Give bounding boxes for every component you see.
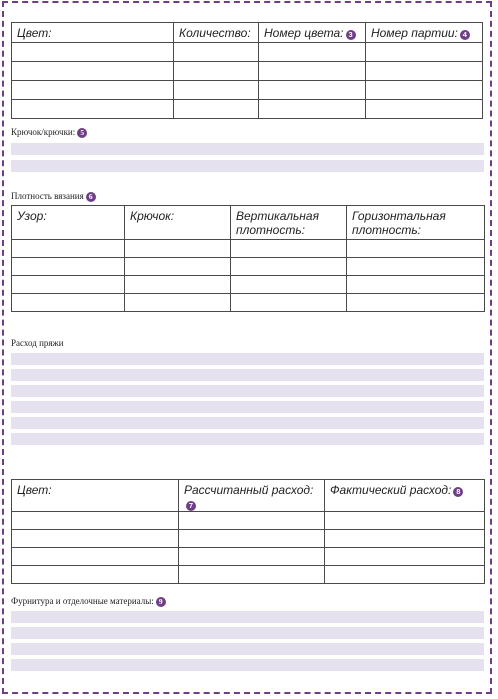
header-lot-number: Номер партии: 4 — [366, 23, 483, 43]
table-cell[interactable] — [12, 43, 174, 62]
gauge-table-header — [12, 206, 485, 240]
table-cell[interactable] — [12, 276, 125, 294]
yarn-usage-label: Расход пряжи — [11, 338, 64, 348]
table-row — [12, 240, 485, 258]
table-row — [12, 566, 485, 584]
table-cell[interactable] — [366, 81, 483, 100]
header-color: Цвет: — [12, 23, 174, 43]
header-hook: Крючок: — [125, 206, 231, 240]
table-cell[interactable] — [259, 81, 366, 100]
table-cell[interactable] — [325, 512, 485, 530]
table-cell[interactable] — [347, 294, 485, 312]
yarn-usage-line[interactable] — [11, 369, 484, 381]
table-cell[interactable] — [12, 62, 174, 81]
header-quantity: Количество: — [174, 23, 259, 43]
table-cell[interactable] — [125, 240, 231, 258]
table-cell[interactable] — [259, 43, 366, 62]
table-row — [12, 548, 485, 566]
notions-label: Фурнитура и отделочные материалы: 9 — [11, 596, 166, 607]
table-cell[interactable] — [179, 530, 325, 548]
yarn-usage-line[interactable] — [11, 353, 484, 365]
table-cell[interactable] — [125, 276, 231, 294]
table-cell[interactable] — [325, 548, 485, 566]
table-cell[interactable] — [12, 530, 179, 548]
marker-4-icon: 4 — [460, 30, 470, 40]
table-cell[interactable] — [179, 566, 325, 584]
header-vertical-gauge: Вертикальная плотность: — [231, 206, 347, 240]
table-cell[interactable] — [231, 294, 347, 312]
table-cell[interactable] — [125, 294, 231, 312]
hooks-line[interactable] — [11, 160, 484, 172]
table-cell[interactable] — [12, 240, 125, 258]
table-row — [12, 100, 483, 119]
table-row — [12, 81, 483, 100]
yarn-usage-line[interactable] — [11, 433, 484, 445]
header-actual-usage: Фактический расход: 8 — [325, 480, 485, 512]
table-cell[interactable] — [231, 258, 347, 276]
table-cell[interactable] — [325, 530, 485, 548]
table-cell[interactable] — [12, 100, 174, 119]
table-row — [12, 294, 485, 312]
table-cell[interactable] — [125, 258, 231, 276]
header-color-number: Номер цвета: 3 — [259, 23, 366, 43]
table-cell[interactable] — [174, 62, 259, 81]
marker-5-icon: 5 — [77, 128, 87, 138]
marker-8-icon: 8 — [453, 487, 463, 497]
table-cell[interactable] — [231, 276, 347, 294]
table-cell[interactable] — [12, 294, 125, 312]
consumption-table-header — [12, 480, 485, 512]
table-cell[interactable] — [347, 258, 485, 276]
marker-6-icon: 6 — [86, 192, 96, 202]
yarn-usage-line[interactable] — [11, 417, 484, 429]
table-cell[interactable] — [174, 43, 259, 62]
hooks-line[interactable] — [11, 143, 484, 155]
notions-line[interactable] — [11, 611, 484, 623]
table-cell[interactable] — [231, 240, 347, 258]
table-row — [12, 530, 485, 548]
table-cell[interactable] — [347, 276, 485, 294]
gauge-table — [11, 205, 485, 312]
header-pattern: Узор: — [12, 206, 125, 240]
yarn-usage-line[interactable] — [11, 385, 484, 397]
header-horizontal-gauge: Горизонтальная плотность: — [347, 206, 485, 240]
table-cell[interactable] — [12, 548, 179, 566]
table-cell[interactable] — [259, 100, 366, 119]
table-cell[interactable] — [174, 100, 259, 119]
table-row — [12, 43, 483, 62]
marker-3-icon: 3 — [346, 30, 356, 40]
table-cell[interactable] — [12, 258, 125, 276]
table-cell[interactable] — [179, 512, 325, 530]
table-cell[interactable] — [366, 100, 483, 119]
notions-line[interactable] — [11, 659, 484, 671]
table-cell[interactable] — [12, 566, 179, 584]
table-cell[interactable] — [12, 81, 174, 100]
table-cell[interactable] — [347, 240, 485, 258]
marker-9-icon: 9 — [156, 597, 166, 607]
table-row — [12, 258, 485, 276]
header-color: Цвет: — [12, 480, 179, 512]
table-row — [12, 62, 483, 81]
gauge-label: Плотность вязания 6 — [11, 191, 96, 202]
table-cell[interactable] — [325, 566, 485, 584]
consumption-table — [11, 479, 485, 584]
notions-line[interactable] — [11, 627, 484, 639]
header-estimated-usage: Рассчитанный расход:7 — [179, 480, 325, 512]
yarn-usage-line[interactable] — [11, 401, 484, 413]
table-cell[interactable] — [174, 81, 259, 100]
table-cell[interactable] — [366, 43, 483, 62]
yarn-table — [11, 22, 483, 119]
hooks-label: Крючок/крючки: 5 — [11, 127, 87, 138]
table-cell[interactable] — [259, 62, 366, 81]
notions-line[interactable] — [11, 643, 484, 655]
yarn-table-header — [12, 23, 483, 43]
table-row — [12, 276, 485, 294]
table-row — [12, 512, 485, 530]
marker-7-icon: 7 — [186, 501, 196, 511]
table-cell[interactable] — [179, 548, 325, 566]
table-cell[interactable] — [12, 512, 179, 530]
table-cell[interactable] — [366, 62, 483, 81]
